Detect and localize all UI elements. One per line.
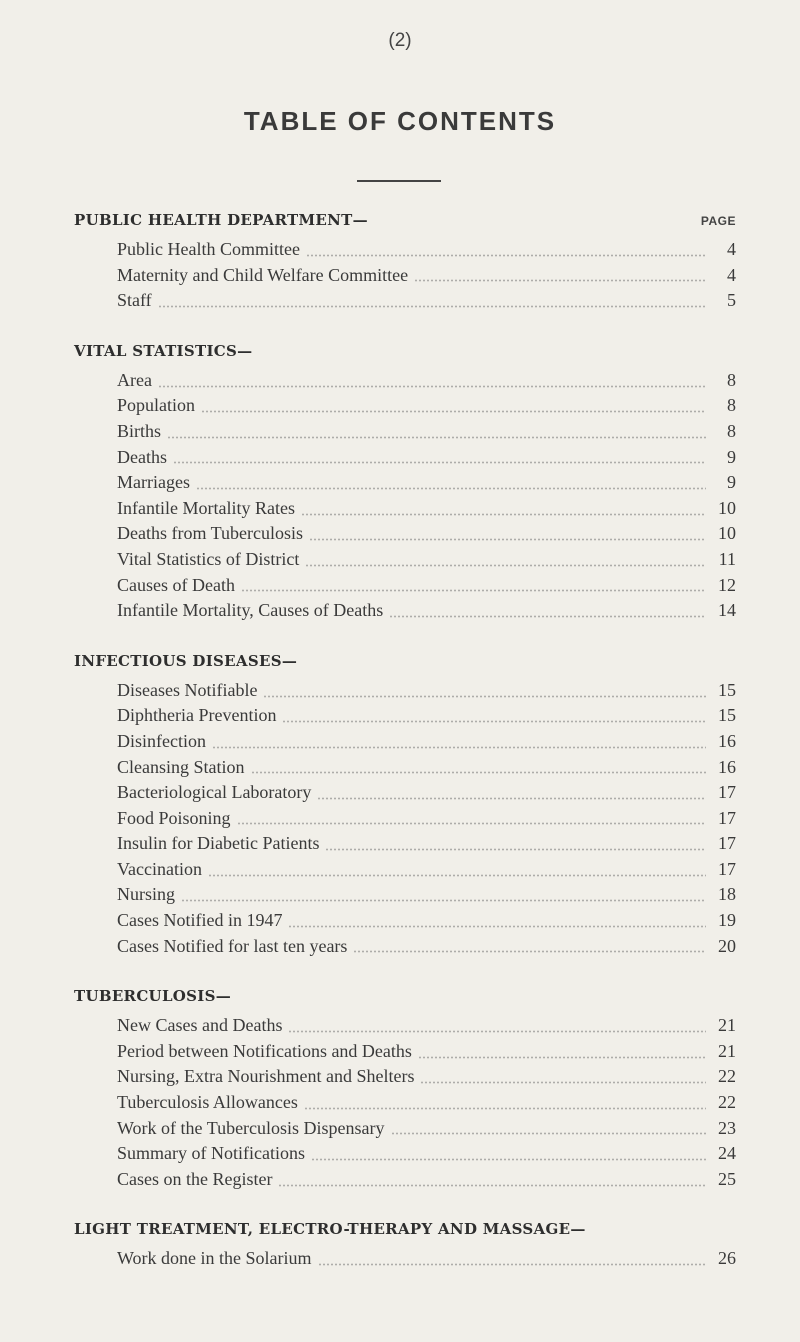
dot-leader xyxy=(391,1125,706,1135)
toc-entry xyxy=(74,731,736,757)
toc-entry-label: Nursing xyxy=(117,884,175,905)
page-title: TABLE OF CONTENTS xyxy=(243,106,557,136)
toc-entry-page: 22 xyxy=(718,1066,736,1087)
toc-entry-label: Area xyxy=(117,369,152,390)
section-header xyxy=(74,987,736,1015)
toc-entry-page: 18 xyxy=(718,884,736,905)
section-title: TUBERCULOSIS— xyxy=(74,987,232,1006)
toc-entry-page: 25 xyxy=(718,1168,736,1189)
toc-entry xyxy=(74,549,736,575)
section-title: PUBLIC HEALTH DEPARTMENT— xyxy=(74,211,368,229)
dot-leader xyxy=(420,1074,706,1084)
dot-leader xyxy=(241,582,706,592)
toc-entry-page: 19 xyxy=(718,910,736,931)
toc-entry-label: Births xyxy=(117,420,162,441)
toc-entry-page: 15 xyxy=(718,705,736,726)
dot-leader xyxy=(309,531,706,541)
toc-entry xyxy=(74,395,736,421)
dot-leader xyxy=(158,298,706,308)
dot-leader xyxy=(263,688,706,698)
section-header xyxy=(74,1220,736,1248)
toc-entry-label: Vaccination xyxy=(117,858,202,879)
toc-entry-page: 21 xyxy=(718,1015,736,1036)
toc-entry-page: 12 xyxy=(718,574,736,595)
toc-entry-page: 17 xyxy=(718,782,736,803)
dot-leader xyxy=(237,815,706,825)
toc-entry-page: 20 xyxy=(718,935,736,956)
toc-entry xyxy=(74,936,736,962)
toc-entry-label: Causes of Death xyxy=(117,574,235,595)
toc-entry-page: 11 xyxy=(718,548,736,569)
toc-entry xyxy=(74,447,736,473)
toc-section xyxy=(74,342,736,626)
toc-entry-label: Cases Notified in 1947 xyxy=(117,910,283,931)
toc-entry-label: Insulin for Diabetic Patients xyxy=(117,833,320,854)
toc-entry xyxy=(74,600,736,626)
toc-entry-page: 14 xyxy=(718,600,736,621)
toc-entry-label: Vital Statistics of District xyxy=(117,548,300,569)
section-header xyxy=(74,652,736,680)
dot-leader xyxy=(301,506,706,516)
dot-leader xyxy=(196,480,706,490)
toc-entry-page: 9 xyxy=(727,446,736,467)
dot-leader xyxy=(306,247,706,257)
toc-entry-label: Cases Notified for last ten years xyxy=(117,935,348,956)
toc-entry-page: 10 xyxy=(718,497,736,518)
toc-entry-page: 4 xyxy=(727,264,736,285)
page-number: (2) xyxy=(388,30,412,51)
dot-leader xyxy=(288,1023,706,1033)
dot-leader xyxy=(305,557,706,567)
toc-entry xyxy=(74,833,736,859)
toc-entry-label: Work of the Tuberculosis Dispensary xyxy=(117,1117,385,1138)
toc-entry xyxy=(74,1092,736,1118)
toc-entry-label: Food Poisoning xyxy=(117,807,231,828)
toc-entry-page: 8 xyxy=(727,395,736,416)
toc-entry xyxy=(74,1143,736,1169)
toc-entry-page: 21 xyxy=(718,1040,736,1061)
toc-entry-label: Deaths xyxy=(117,446,167,467)
toc-entry-label: Deaths from Tuberculosis xyxy=(117,523,303,544)
dot-leader xyxy=(173,454,706,464)
toc-entry xyxy=(74,370,736,396)
toc-entry xyxy=(74,290,736,316)
toc-section xyxy=(74,652,736,962)
toc-entry-label: Maternity and Child Welfare Committee xyxy=(117,264,409,285)
toc-entry-page: 17 xyxy=(718,858,736,879)
dot-leader xyxy=(158,378,706,388)
toc-entry-page: 9 xyxy=(727,472,736,493)
toc-entry-label: Infantile Mortality Rates xyxy=(117,497,295,518)
toc-entry-label: Summary of Notifications xyxy=(117,1143,305,1164)
section-title: LIGHT TREATMENT, ELECTRO-THERAPY AND MASSAGE— xyxy=(74,1220,586,1239)
toc-entry xyxy=(74,680,736,706)
toc-entry-page: 5 xyxy=(727,290,736,311)
toc-entry-page: 17 xyxy=(718,807,736,828)
toc-entry-label: Cleansing Station xyxy=(117,756,245,777)
toc-entry-label: Diphtheria Prevention xyxy=(117,705,277,726)
toc-entry-label: Tuberculosis Allowances xyxy=(117,1092,298,1113)
dot-leader xyxy=(282,713,706,723)
toc-entry-page: 26 xyxy=(718,1248,736,1269)
dot-leader xyxy=(318,1256,706,1266)
dot-leader xyxy=(167,429,706,439)
toc-entry xyxy=(74,859,736,885)
toc-entry-label: Nursing, Extra Nourishment and Shelters xyxy=(117,1066,415,1087)
toc-entry xyxy=(74,472,736,498)
toc-entry-page: 8 xyxy=(727,420,736,441)
toc-entry-label: Public Health Committee xyxy=(117,239,300,259)
dot-leader xyxy=(418,1049,706,1059)
toc-entry xyxy=(74,1041,736,1067)
toc-section xyxy=(74,211,736,316)
dot-leader xyxy=(181,892,706,902)
toc-section xyxy=(74,987,736,1194)
dot-leader xyxy=(311,1151,706,1161)
toc-entry-page: 16 xyxy=(718,730,736,751)
section-header xyxy=(74,342,736,370)
toc-entry-page: 10 xyxy=(718,523,736,544)
dot-leader xyxy=(278,1177,706,1187)
toc-entry-label: Work done in the Solarium xyxy=(117,1248,312,1269)
section-title: VITAL STATISTICS— xyxy=(74,341,253,360)
table-of-contents xyxy=(74,211,736,1300)
dot-leader xyxy=(389,608,706,618)
toc-entry-page: 8 xyxy=(727,369,736,390)
toc-section xyxy=(74,1220,736,1274)
toc-entry xyxy=(74,1248,736,1274)
toc-entry xyxy=(74,884,736,910)
toc-entry xyxy=(74,705,736,731)
toc-entry xyxy=(74,265,736,291)
toc-entry-page: 15 xyxy=(718,679,736,700)
page-column-label: PAGE xyxy=(700,214,736,228)
toc-entry xyxy=(74,1118,736,1144)
toc-entry-page: 17 xyxy=(718,833,736,854)
dot-leader xyxy=(212,739,706,749)
toc-entry-label: Population xyxy=(117,395,196,416)
toc-entry-label: Marriages xyxy=(117,472,190,493)
dot-leader xyxy=(325,841,706,851)
toc-entry-label: New Cases and Deaths xyxy=(117,1015,283,1036)
dot-leader xyxy=(414,272,706,282)
dot-leader xyxy=(353,943,706,953)
toc-entry xyxy=(74,910,736,936)
toc-entry xyxy=(74,1169,736,1195)
toc-entry xyxy=(74,498,736,524)
toc-entry xyxy=(74,808,736,834)
dot-leader xyxy=(288,918,706,928)
toc-entry xyxy=(74,757,736,783)
toc-entry xyxy=(74,1015,736,1041)
toc-entry-page: 4 xyxy=(727,239,736,259)
toc-entry xyxy=(74,782,736,808)
section-header xyxy=(74,211,736,239)
section-title: INFECTIOUS DISEASES— xyxy=(74,651,298,670)
toc-entry-label: Bacteriological Laboratory xyxy=(117,782,312,803)
dot-leader xyxy=(317,790,706,800)
toc-entry-page: 24 xyxy=(718,1143,736,1164)
toc-entry-page: 16 xyxy=(718,756,736,777)
toc-entry xyxy=(74,523,736,549)
toc-entry xyxy=(74,575,736,601)
toc-entry xyxy=(74,1066,736,1092)
toc-entry-label: Staff xyxy=(117,290,152,311)
toc-entry xyxy=(74,239,736,265)
dot-leader xyxy=(208,867,706,877)
dot-leader xyxy=(251,764,707,774)
toc-entry-label: Diseases Notifiable xyxy=(117,679,258,700)
toc-entry-label: Disinfection xyxy=(117,730,206,751)
toc-entry-page: 23 xyxy=(718,1117,736,1138)
title-divider xyxy=(357,180,441,182)
toc-entry xyxy=(74,421,736,447)
dot-leader xyxy=(201,403,706,413)
dot-leader xyxy=(304,1100,706,1110)
toc-entry-label: Infantile Mortality, Causes of Deaths xyxy=(117,600,384,621)
toc-entry-label: Period between Notifications and Deaths xyxy=(117,1040,412,1061)
toc-entry-page: 22 xyxy=(718,1092,736,1113)
toc-entry-label: Cases on the Register xyxy=(117,1168,273,1189)
